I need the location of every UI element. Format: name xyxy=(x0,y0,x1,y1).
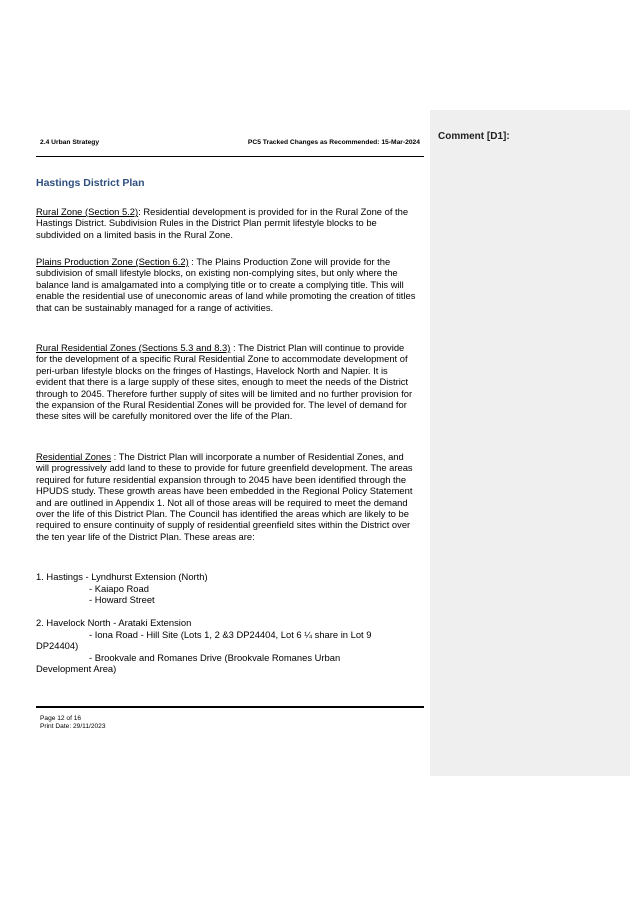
page-number: Page 12 of 16 xyxy=(40,715,82,722)
paragraph-residential-zones xyxy=(36,451,416,542)
list-subitem-continued: Development Area) xyxy=(36,663,117,674)
footer-divider xyxy=(36,706,424,708)
comment-title: Comment [D1]: xyxy=(438,131,510,142)
list-item-hastings: 1. Hastings - Lyndhurst Extension (North) xyxy=(36,571,208,582)
paragraph-rural-residential xyxy=(36,342,416,422)
paragraph-text: : Residential development is provided for in the Rural Zone of the Hastings District. Subdivision Rules in the District Plan permit lifestyle blocks to be subdivided on a limited basis in the Rural Zone. xyxy=(36,206,409,240)
paragraph-link[interactable]: Plains Production Zone (Section 6.2) xyxy=(36,256,189,267)
list-subitem: - Howard Street xyxy=(89,594,155,605)
list-subitem: - Iona Road - Hill Site (Lots 1, 2 &3 DP24404, Lot 6 ¼ share in Lot 9 xyxy=(89,629,372,640)
comments-sidebar xyxy=(430,110,630,776)
header-section: 2.4 Urban Strategy xyxy=(40,139,100,146)
paragraph-text: : The Plains Production Zone will provide for the subdivision of small lifestyle blocks, on existing non-complying sites, but only where the balance land is amalgamated into a complying title or to create a complying title. This will enable the residential use of uneconomic areas of land while promoting the creation of titles that can be sustainably managed for a range of activities. xyxy=(36,256,416,313)
list-subitem-continued: DP24404) xyxy=(36,640,79,651)
paragraph-text: : The District Plan will continue to provide for the development of a specific Rural Residential Zone to accommodate development of peri-urban lifestyle blocks on the fringes of Hastings, Havelock North and Napier. It is evident that there is a large supply of these sites, enough to meet the needs of the District through to 2045. Therefore further supply of sites will be limited and no further provision for the expansion of the Rural Residential Zones will be provided for. The level of demand for these sites will be carefully monitored over the life of the Plan. xyxy=(36,342,413,422)
list-item-havelock: 2. Havelock North - Arataki Extension xyxy=(36,617,192,628)
page-footer xyxy=(40,715,106,732)
header-doc-status: PC5 Tracked Changes as Recommended: 15-Mar-2024 xyxy=(247,139,420,146)
paragraph-link[interactable]: Residential Zones xyxy=(36,451,112,462)
paragraph-text: : The District Plan will incorporate a number of Residential Zones, and will progressively add land to these to provide for future greenfield development. The areas required for future residential expansion through to 2045 have been identified through the HPUDS study. These growth areas have been embedded in the Regional Policy Statement and are outlined in Appendix 1. Not all of those areas will be required to meet the demand over the life of this District Plan. The Council has identified the areas which are likely to be required to ensure continuity of supply of residential greenfield sites within the District over the ten year life of the District Plan. These areas are: xyxy=(36,451,413,542)
paragraph-link[interactable]: Rural Residential Zones (Sections 5.3 and 8.3) xyxy=(36,342,231,353)
section-heading: Hastings District Plan xyxy=(36,177,145,189)
list-subitem: - Kaiapo Road xyxy=(89,583,149,594)
header-divider xyxy=(36,156,424,157)
paragraph-link[interactable]: Rural Zone (Section 5.2) xyxy=(36,206,139,217)
paragraph-rural-zone xyxy=(36,206,416,240)
list-subitem: - Brookvale and Romanes Drive (Brookvale Romanes Urban xyxy=(89,652,341,663)
paragraph-plains-production xyxy=(36,256,416,313)
print-date: Print Date: 29/11/2023 xyxy=(40,723,106,731)
